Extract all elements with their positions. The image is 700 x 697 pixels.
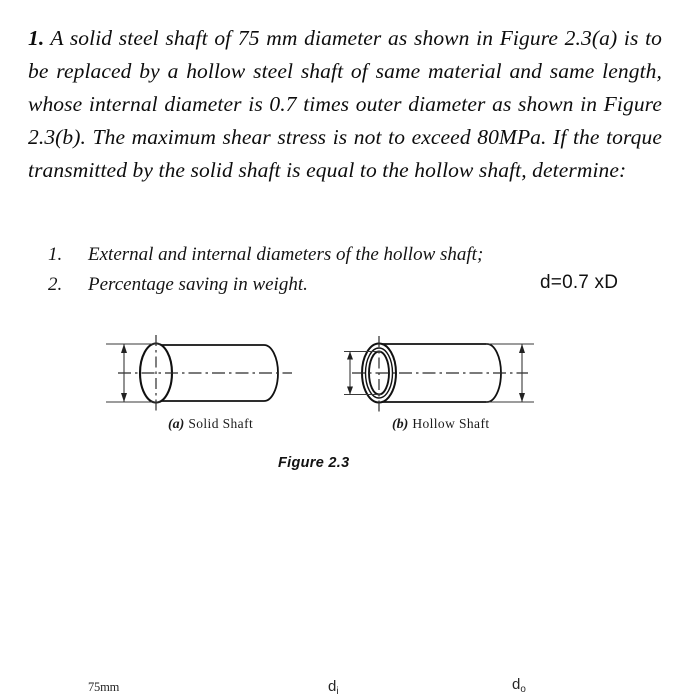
solid-shaft-dimension-arrow-down [121,393,127,402]
subfigure-caption-b [392,416,490,433]
do-subscript: o [520,683,526,695]
subfigure-tag-a: (a) [168,417,185,432]
hollow-shaft-drawing [344,336,534,412]
solid-shaft-drawing [106,335,292,412]
list-item-marker: 2. [48,274,63,295]
hollow-shaft-di-arrow-up [347,352,353,360]
hollow-shaft-do-arrow-down [519,393,525,402]
subfigure-tag-b: (b) [392,417,409,432]
hollow-shaft-do-arrow-up [519,344,525,353]
problem-paragraph [28,22,662,187]
hollow-shaft-inner-diameter-label [328,678,339,697]
subfigure-caption-a [168,416,253,433]
hollow-shaft-outer-diameter-label [512,676,526,695]
subfigure-title-b: Hollow Shaft [412,416,490,431]
figure-drawing [0,318,700,508]
problem-number: 1. [28,26,45,50]
list-item-marker: 1. [48,244,63,265]
di-symbol: d [328,678,337,695]
list-item-label: Percentage saving in weight. [88,274,308,295]
solid-shaft-diameter-label: 75mm [88,680,120,694]
list-item-label: External and internal diameters of the hollow shaft; [88,244,484,265]
problem-statement-block [28,22,662,187]
subfigure-title-a: Solid Shaft [188,416,254,431]
do-symbol: d [512,676,521,693]
list-item [48,240,662,270]
di-subscript: i [336,685,339,697]
solid-shaft-dimension-arrow-up [121,344,127,353]
figure-caption: Figure 2.3 [278,455,350,471]
subfigure-captions [0,416,700,436]
hollow-shaft-di-arrow-down [347,387,353,395]
problem-body-text: A solid steel shaft of 75 mm diameter as shown in Figure 2.3(a) is to be replaced by a hollow steel shaft of same material and same length, whose internal diameter is 0.7 times outer diameter as shown in Figure 2.3(b). The maximum shear stress is not to exceed 80MPa. If the torque transmitted by the solid shaft is equal to the hollow shaft, determine: [28,26,662,182]
diameter-relation-annotation: d=0.7 xD [540,272,619,293]
figure-2-3 [0,318,700,697]
